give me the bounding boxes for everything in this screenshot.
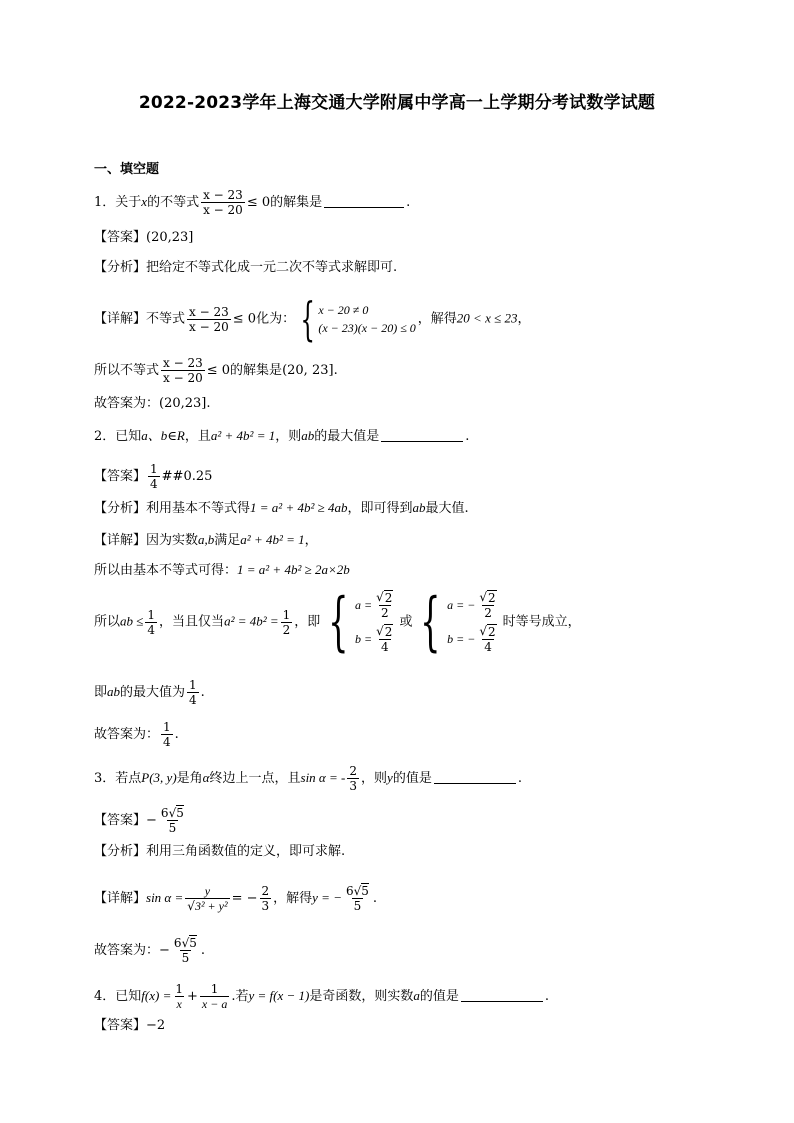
q1-analysis: 【分析】把给定不等式化成一元二次不等式求解即可. bbox=[94, 260, 398, 275]
q3-answer: 【答案】− $\frac{6√5}{5}$ bbox=[94, 806, 184, 835]
q4-answer: 【答案】−2 bbox=[94, 1018, 166, 1033]
q1-final: 故答案为：(20,23]. bbox=[94, 396, 211, 411]
q1-relation: ≤ 0 bbox=[246, 195, 271, 210]
q1-stem-text: 的不等式 bbox=[147, 195, 200, 210]
question-1-stem: 1．关于x的不等式 $\frac{x - 23}{x - 20}$ ≤ 0的解集是 . bbox=[94, 188, 411, 217]
q1-stem-text: 的解集是 bbox=[270, 195, 323, 210]
q1-var: x bbox=[141, 194, 148, 209]
q3-analysis: 【分析】利用三角函数值的定义，即可求解. bbox=[94, 844, 346, 859]
q2-system-1: { a = √ 2 2 b = √ 2 4 bbox=[328, 585, 393, 659]
q1-answer: 【答案】(20,23] bbox=[94, 230, 194, 245]
q1-system: { x − 20 ≠ 0 (x − 23)(x − 20) ≤ 0 bbox=[300, 292, 416, 346]
q1-stem-text: 1．关于 bbox=[94, 195, 142, 210]
q4-answer-blank bbox=[461, 1001, 543, 1002]
q2-analysis: 【分析】利用基本不等式得1 = a² + 4b² ≥ 4ab，即可得到ab最大值. bbox=[94, 500, 469, 516]
q1-fraction: $\frac{x - 23}{x - 20}$ bbox=[203, 188, 243, 217]
q1-detail-fraction: $\frac{x - 23}{x - 20}$ bbox=[189, 304, 229, 334]
q2-system-2: { a = − √ 2 2 b = − √ 2 4 bbox=[420, 585, 496, 659]
page-title: 2022-2023学年上海交通大学附属中学高一上学期分考试数学试题 bbox=[138, 93, 656, 113]
q1-answer-blank bbox=[324, 207, 404, 208]
q1-conclusion: 所以不等式 $\frac{x - 23}{x - 20}$ ≤ 0的解集是(20, 23]. bbox=[94, 356, 338, 385]
question-3-stem: 3．若点P(3, y)是角α终边上一点，且sin α = - $\frac{2}{3}$ ，则y的值是 . bbox=[94, 764, 522, 793]
q2-detail: 【详解】因为实数a,b满足a² + 4b² = 1， bbox=[94, 532, 318, 548]
q1-detail: 【详解】不等式 $\frac{x - 23}{x - 20}$ ≤ 0化为： { x − 20 ≠ 0 (x − 23)(x − 20) ≤ 0 ，解得20 < x ≤ 23， bbox=[94, 292, 531, 346]
q3-final: 故答案为：− $\frac{6√5}{5}$ . bbox=[94, 936, 205, 965]
q2-answer-blank bbox=[381, 441, 463, 442]
q2-max: 即ab的最大值为 $\frac{1}{4}$ . bbox=[94, 678, 205, 707]
question-2-stem: 2．已知a、b∈R，且a² + 4b² = 1，则ab的最大值是 . bbox=[94, 428, 470, 444]
q2-final: 故答案为： $\frac{1}{4}$ . bbox=[94, 720, 179, 749]
q2-answer: 【答案】 $\frac{1}{4}$ ##0.25 bbox=[94, 462, 213, 491]
q2-line3: 所以ab ≤ $\frac{1}{4}$ ，当且仅当a² = 4b² = $\frac{1}{2}$ ，即 { a = √ 2 2 b = √ 2 4 或 { a = − √ 2 2 b = − √ 2 4 时等号成立， bbox=[94, 585, 581, 659]
section-heading: 一、填空题 bbox=[94, 162, 160, 177]
q2-line2: 所以由基本不等式可得：1 = a² + 4b² ≥ 2a×2b bbox=[94, 562, 350, 578]
question-4-stem: 4．已知f(x) = $\frac{1}{x}$ + $\frac{1}{x - a}$ .若y = f(x − 1)是奇函数，则实数a的值是 . bbox=[94, 982, 549, 1011]
q3-answer-blank bbox=[434, 783, 516, 784]
q3-detail: 【详解】sin α = $\frac{y}{\text{√3² + y²}}$ = − $\frac{2}{3}$ ，解得y = − $\frac{6√5}{5}$ . bbox=[94, 884, 378, 913]
